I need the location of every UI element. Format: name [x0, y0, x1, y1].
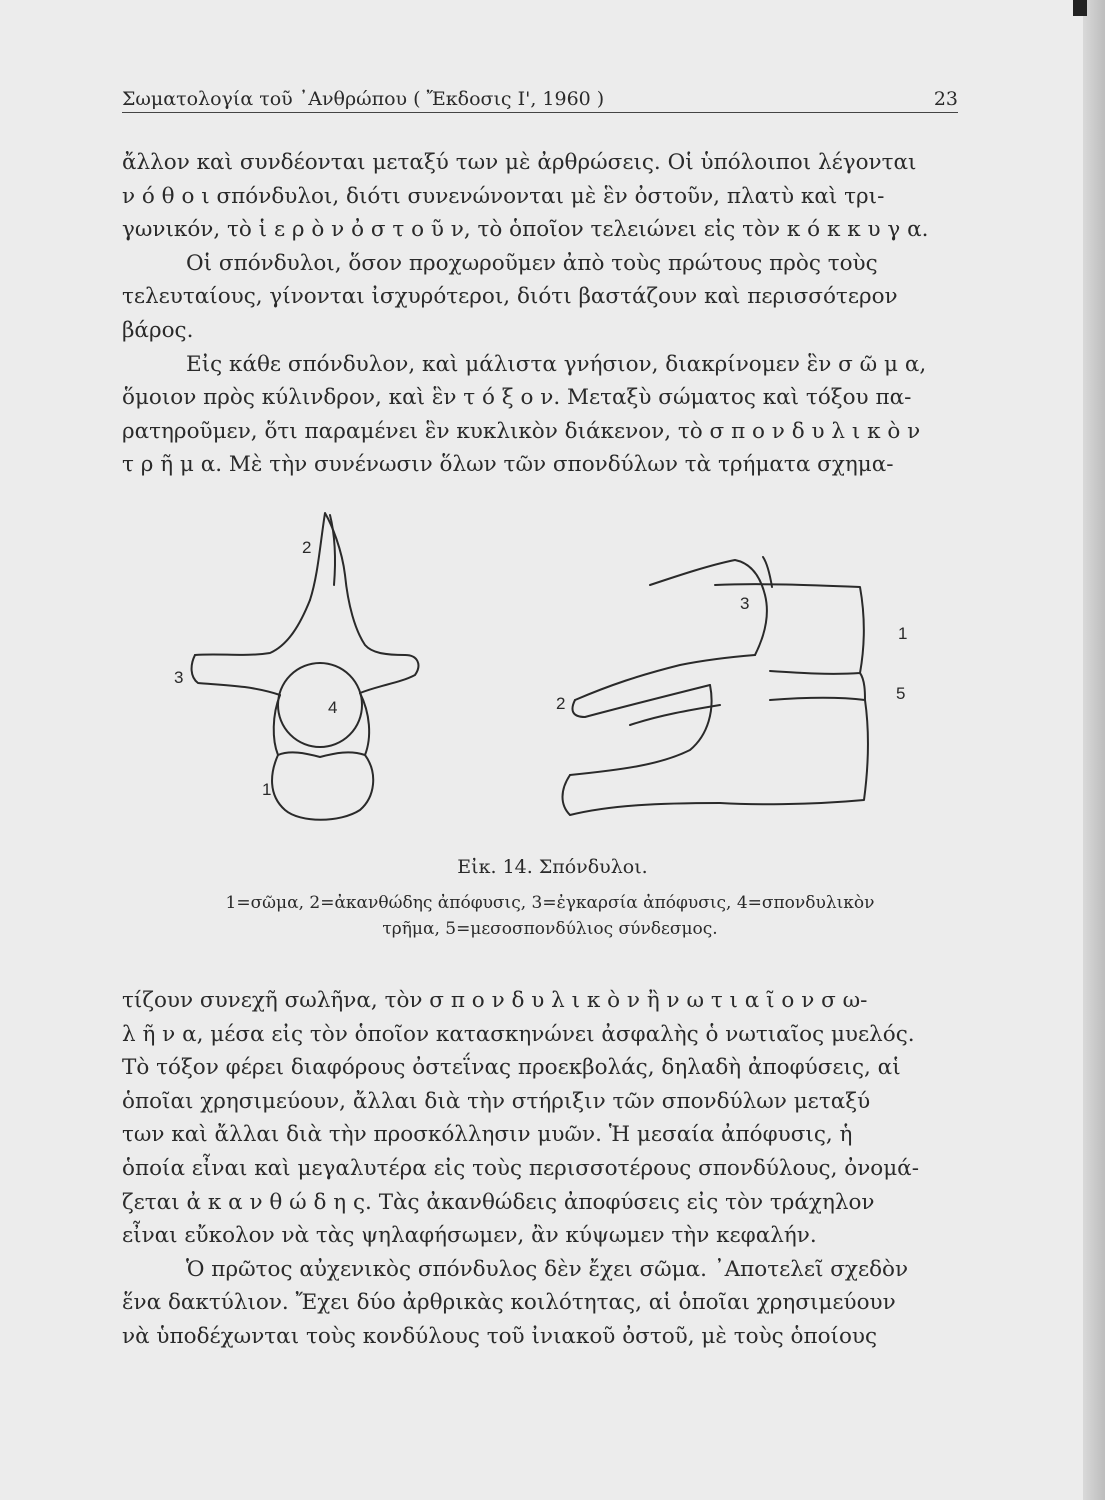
text-line: εἶναι εὔκολον νὰ τὰς ψηλαφήσωμεν, ἂν κύψωμεν τὴν κεφαλήν.: [122, 1223, 817, 1249]
text-line: Οἱ σπόνδυλοι, ὅσον προχωροῦμεν ἀπὸ τοὺς πρώτους πρὸς τοὺς: [186, 250, 878, 276]
header-title: Σωματολογία τοῦ ᾿Ανθρώπου ( Ἔκδοσις Ι', 1960 ): [122, 88, 605, 110]
text-line: τ ρ ῆ μ α. Μὲ τὴν συνένωσιν ὅλων τῶν σπονδύλων τὰ τρήματα σχημα-: [122, 452, 894, 478]
lateral-disc: [860, 673, 865, 700]
text-line: ὅμοιον πρὸς κύλινδρον, καὶ ἓν τ ό ξ ο ν. Μεταξὺ σώματος καὶ τόξου πα-: [122, 385, 912, 411]
spinous-process-left: [195, 600, 310, 655]
right-label-5: 5: [896, 684, 906, 703]
lateral-body-lower: [720, 698, 868, 804]
text-line: νὰ ὑποδέχωνται τοὺς κονδύλους τοῦ ἰνιακοῦ ὀστοῦ, μὲ τοὺς ὁποίους: [122, 1323, 878, 1349]
scan-corner-mark: [1073, 0, 1087, 16]
left-label-1: 1: [262, 780, 272, 799]
left-label-2: 2: [302, 538, 312, 557]
arch-left: [274, 695, 280, 755]
text-line: ρατηροῦμεν, ὅτι παραμένει ἓν κυκλικὸν διάκενον, τὸ σ π ο ν δ υ λ ι κ ὸ ν: [122, 418, 921, 444]
top-text-block: [122, 146, 958, 482]
lateral-spine-upper: [575, 655, 755, 700]
text-line: τίζουν συνεχῆ σωλῆνα, τὸν σ π ο ν δ υ λ ι κ ὸ ν ἢ ν ω τ ι α ῖ ο ν σ ω-: [122, 988, 868, 1013]
figure-title: Εἰκ. 14. Σπόνδυλοι.: [457, 856, 648, 878]
spinous-process-outline: [310, 513, 405, 655]
text-line: ἄλλον καὶ συνδέονται μεταξύ των μὲ ἀρθρώσεις. Οἱ ὑπόλοιποι λέγονται: [122, 150, 917, 175]
lateral-body-upper: [715, 584, 864, 674]
caption-line: 1=σῶμα, 2=ἀκανθώδης ἀπόφυσις, 3=ἐγκαρσία ἀπόφυσις, 4=σπονδυλικὸν: [225, 893, 875, 913]
bottom-text-block: [122, 984, 958, 1354]
text-line: των καὶ ἄλλαι διὰ τὴν προσκόλλησιν μυῶν. Ἡ μεσαία ἀπόφυσις, ἡ: [122, 1122, 853, 1148]
vertebrae-figure: [160, 505, 940, 850]
text-line: ὁποῖαι χρησιμεύουν, ἄλλαι διὰ τὴν στήριξιν τῶν σπονδύλων μεταξύ: [122, 1088, 871, 1114]
text-line: ἕνα δακτύλιον. Ἔχει δύο ἀρθρικὰς κοιλότητας, αἱ ὁποῖαι χρησιμεύουν: [122, 1290, 896, 1316]
text-line: ν ό θ ο ι σπόνδυλοι, διότι συνενώνονται μὲ ἓν ὀστοῦν, πλατὺ καὶ τρι-: [122, 183, 885, 209]
text-line: Ὁ πρῶτος αὐχενικὸς σπόνδυλος δὲν ἔχει σῶμα. ᾿Αποτελεῖ σχεδὸν: [186, 1256, 909, 1282]
transverse-process-right: [360, 655, 418, 693]
vertebral-body: [272, 752, 373, 819]
text-line: τελευταίους, γίνονται ἰσχυρότεροι, διότι βαστάζουν καὶ περισσότερον: [122, 284, 898, 310]
right-label-2: 2: [556, 694, 566, 713]
text-line: Εἰς κάθε σπόνδυλον, καὶ μάλιστα γνήσιον, διακρίνομεν ἓν σ ῶ μ α,: [186, 351, 927, 377]
right-label-1: 1: [898, 624, 908, 643]
transverse-process-left: [192, 655, 280, 695]
vertebrae-drawing: [160, 505, 940, 850]
text-line: λ ῆ ν α, μέσα εἰς τὸν ὁποῖον κατασκηνώνει ἀσφαλὴς ὁ νωτιαῖος μυελός.: [122, 1021, 915, 1047]
text-line: Τὸ τόξον φέρει διαφόρους ὀστεΐνας προεκβολάς, δηλαδὴ ἀποφύσεις, αἱ: [122, 1055, 901, 1081]
left-label-3: 3: [174, 668, 184, 687]
page-number: 23: [933, 88, 958, 110]
text-line: γωνικόν, τὸ ἱ ε ρ ὸ ν ὀ σ τ ο ῦ ν, τὸ ὁποῖον τελειώνει εἰς τὸν κ ό κ κ υ γ α.: [122, 217, 929, 243]
figure-caption: [140, 890, 960, 942]
caption-line: τρῆμα, 5=μεσοσπονδύλιος σύνδεσμος.: [382, 919, 718, 939]
vertebral-foramen: [278, 663, 362, 747]
lateral-arch-lower: [570, 685, 712, 775]
text-line: βάρος.: [122, 317, 194, 343]
running-header: [122, 86, 958, 113]
text-line: ζεται ἀ κ α ν θ ώ δ η ς. Τὰς ἀκανθώδεις ἀποφύσεις εἰς τὸν τράχηλον: [122, 1189, 875, 1215]
text-line: ὁποία εἶναι καὶ μεγαλυτέρα εἰς τοὺς περισσοτέρους σπονδύλους, ὀνομά-: [122, 1155, 919, 1181]
page-edge-shadow: [1083, 0, 1105, 1500]
left-label-4: 4: [328, 698, 338, 717]
right-label-3: 3: [740, 594, 750, 613]
